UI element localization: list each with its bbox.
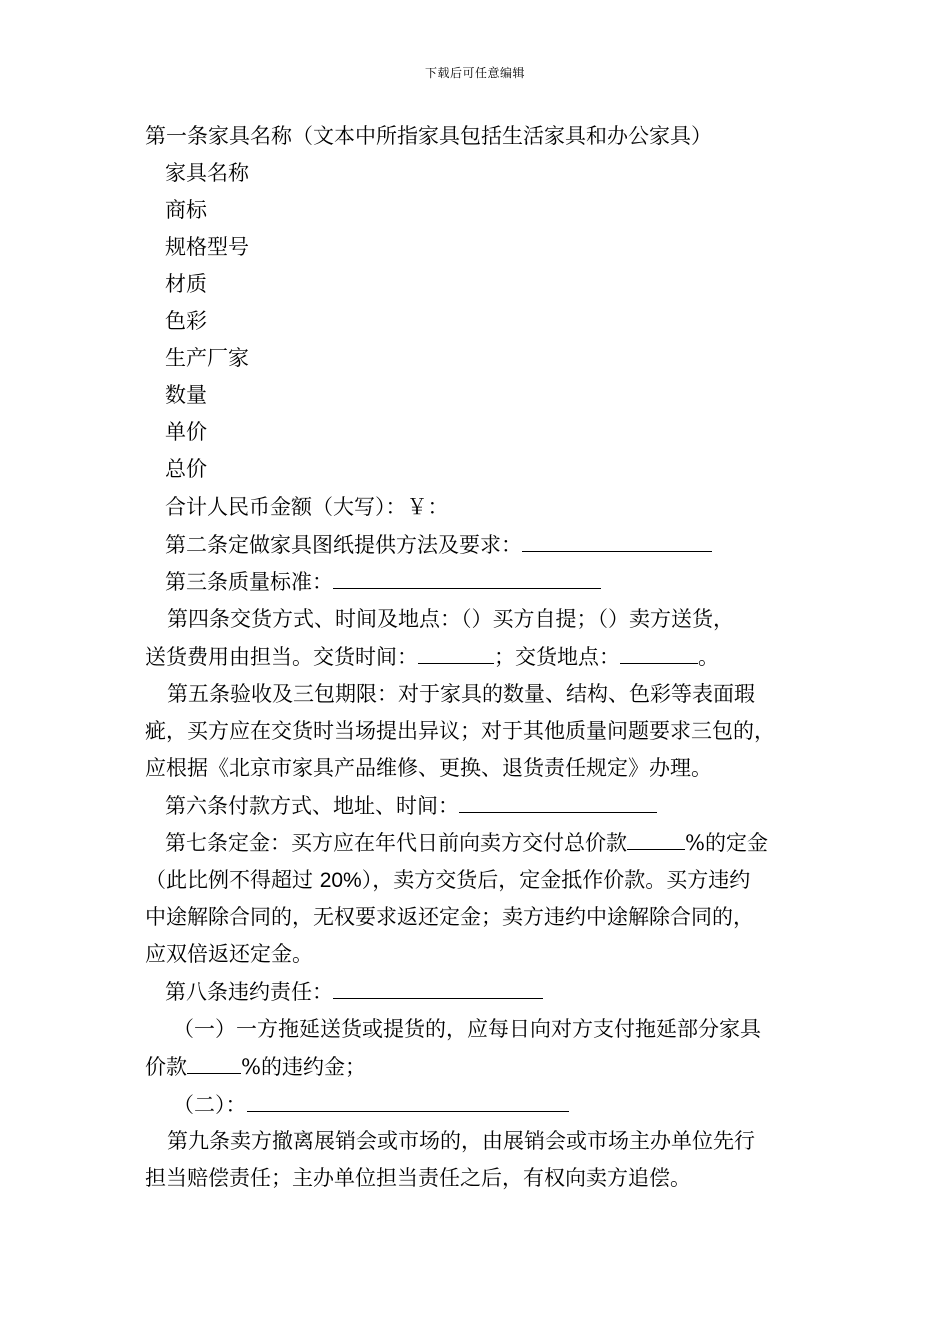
article-8-text-c: %的违约金；	[241, 1055, 366, 1079]
blank-field[interactable]	[333, 566, 601, 589]
field-unit-price: 单价	[165, 420, 207, 444]
field-model: 规格型号	[165, 235, 249, 259]
article-4-text-c: 。	[698, 645, 719, 669]
article-7-text-c: （此比例不得超过	[145, 868, 320, 892]
article-3	[165, 566, 601, 596]
blank-field[interactable]	[247, 1089, 569, 1112]
article-8-text: 第八条违约责任：	[165, 980, 333, 1004]
field-trademark: 商标	[165, 198, 207, 222]
article-4-line-1: 第四条交货方式、时间及地点：（）买方自提；（）卖方送货，	[167, 607, 734, 631]
article-7-text-a: 第七条定金：买方应在年代日前向卖方交付总价款	[165, 831, 627, 855]
deposit-limit: 20%	[319, 869, 362, 892]
article-7-text-b: %的定金	[685, 831, 768, 855]
blank-field[interactable]	[459, 790, 657, 813]
field-furniture-name: 家具名称	[165, 161, 249, 185]
article-8-item-2-text: （二）：	[173, 1093, 247, 1117]
article-3-text: 第三条质量标准：	[165, 570, 333, 594]
blank-field[interactable]	[187, 1051, 241, 1074]
article-2	[165, 529, 712, 559]
field-total-amount: 合计人民币金额（大写）：￥：	[165, 495, 449, 519]
blank-field[interactable]	[620, 641, 698, 664]
blank-field[interactable]	[418, 641, 494, 664]
field-total-price: 总价	[165, 457, 207, 481]
blank-field[interactable]	[333, 976, 543, 999]
article-5-line-2: 疵，买方应在交货时当场提出异议；对于其他质量问题要求三包的，	[145, 719, 775, 743]
article-6-text: 第六条付款方式、地址、时间：	[165, 794, 459, 818]
article-7-line-1	[165, 827, 768, 857]
blank-field[interactable]	[522, 529, 712, 552]
article-1-title: 第一条家具名称（文本中所指家具包括生活家具和办公家具）	[145, 124, 712, 148]
article-7-text-d: ），卖方交货后，定金抵作价款。买方违约	[361, 868, 751, 892]
article-8-item-2	[173, 1089, 569, 1119]
article-7-line-4: 应双倍返还定金。	[145, 942, 313, 966]
article-7-line-2	[145, 865, 750, 895]
article-6	[165, 790, 657, 820]
field-color: 色彩	[165, 309, 207, 333]
article-4-text-b: ；交货地点：	[494, 645, 620, 669]
field-quantity: 数量	[165, 383, 207, 407]
article-2-text: 第二条定做家具图纸提供方法及要求：	[165, 533, 522, 557]
article-7-line-3: 中途解除合同的，无权要求返还定金；卖方违约中途解除合同的，	[145, 905, 754, 929]
article-8-item-1-line-2	[145, 1051, 366, 1081]
article-9-line-1: 第九条卖方撤离展销会或市场的，由展销会或市场主办单位先行	[167, 1129, 755, 1153]
article-4-text-a: 送货费用由担当。交货时间：	[145, 645, 418, 669]
article-8-title	[165, 976, 543, 1006]
field-manufacturer: 生产厂家	[165, 346, 249, 370]
article-5-line-1: 第五条验收及三包期限：对于家具的数量、结构、色彩等表面瑕	[167, 682, 755, 706]
article-4-line-2	[145, 641, 719, 671]
blank-field[interactable]	[627, 827, 685, 850]
article-8-item-1-line-1: （一）一方拖延送货或提货的，应每日向对方支付拖延部分家具	[173, 1017, 761, 1041]
article-8-text-b: 价款	[145, 1055, 187, 1079]
article-5-line-3: 应根据《北京市家具产品维修、更换、退货责任规定》办理。	[145, 756, 712, 780]
field-material: 材质	[165, 272, 207, 296]
article-9-line-2: 担当赔偿责任；主办单位担当责任之后，有权向卖方追偿。	[145, 1166, 691, 1190]
page-header: 下载后可任意编辑	[424, 66, 525, 80]
